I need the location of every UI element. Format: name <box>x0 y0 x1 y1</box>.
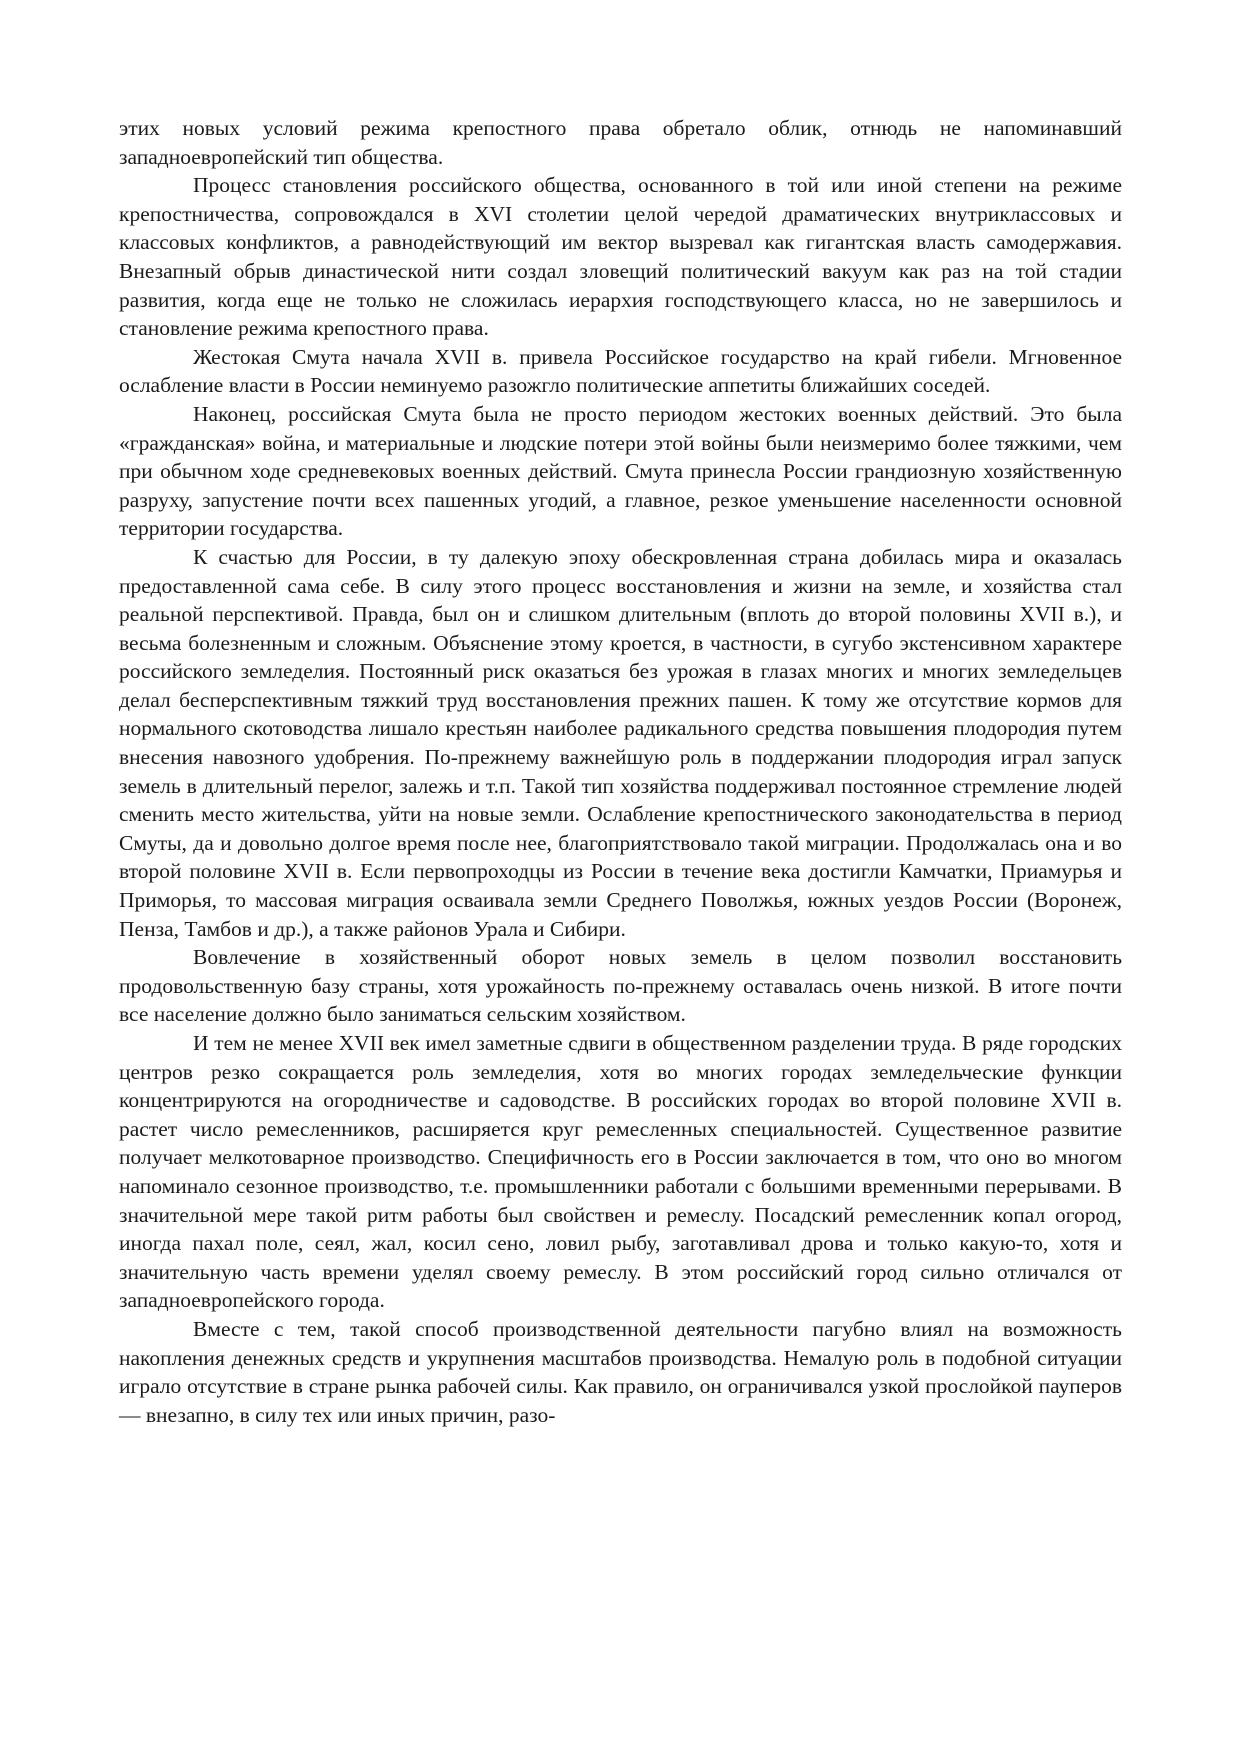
paragraph-labor-market: Вместе с тем, такой способ производственной деятельности пагубно влиял на возможность накопления денежных средств и укрупнения масштабов производства. Немалую роль в подобной ситуации играло отсутствие в стране рынка рабочей силы. Как правило, он ограничивался узкой прослойкой пауперов — внезапно, в силу тех или иных причин, разо- <box>119 1316 1122 1427</box>
text-body <box>119 114 1122 1429</box>
paragraph-serfdom-formation: Процесс становления российского общества, основанного в той или иной степени на режиме крепостничества, сопровождался в XVI столетии целой чередой драматических внутриклассовых и классовых конфликтов, а равнодействующий им вектор вызревал как гигантская власть самодержавия. Внезапный обрыв династической нити создал зловещий политический вакуум как раз на той стадии развития, когда еще не только не сложилась иерархия господствующего класса, но не завершилось и становление режима крепостного права. <box>119 173 1122 341</box>
paragraph-continuation: этих новых условий режима крепостного права обретало облик, отнюдь не напоминавший западноевропейский тип общества. <box>119 116 1122 169</box>
paragraph-division-of-labor: И тем не менее XVII век имел заметные сдвиги в общественном разделении труда. В ряде городских центров резко сокращается роль земледелия, хотя во многих городах земледельческие функции концентрируются на огородничестве и садоводстве. В российских городах во второй половине XVII в. растет число ремесленников, расширяется круг ремесленных специальностей. Существенное развитие получает мелкотоварное производство. Специфичность его в России заключается в том, что оно во многом напоминало сезонное производство, т.е. промышленники работали с большими временными перерывами. В значительной мере такой ритм работы был свойствен и ремеслу. Посадский ремесленник копал огород, иногда пахал поле, сеял, жал, косил сено, ловил рыбу, заготавливал дрова и только какую-то, хотя и значительную часть времени уделял своему ремеслу. В этом российский город сильно отличался от западноевропейского города. <box>119 1031 1122 1313</box>
paragraph-new-lands: Вовлечение в хозяйственный оборот новых земель в целом позволил восстановить продовольственную базу страны, хотя урожайность по-прежнему оставалась очень низкой. В итоге почти все население должно было заниматься сельским хозяйством. <box>119 945 1122 1027</box>
paragraph-time-of-troubles: Жестокая Смута начала XVII в. привела Российское государство на край гибели. Мгновенное ослабление власти в России неминуемо разожгло политические аппетиты ближайших соседей. <box>119 344 1122 398</box>
paragraph-civil-war: Наконец, российская Смута была не просто периодом жестоких военных действий. Это была «гражданская» война, и материальные и людские потери этой войны были неизмеримо более тяжкими, чем при обычном ходе средневековых военных действий. Смута принесла России грандиозную хозяйственную разруху, запустение почти всех пашенных угодий, а главное, резкое уменьшение населенности основной территории государства. <box>119 401 1122 541</box>
paragraph-recovery: К счастью для России, в ту далекую эпоху обескровленная страна добилась мира и оказалась предоставленной сама себе. В силу этого процесс восстановления и жизни на земле, и хозяйства стал реальной перспективой. Правда, был он и слишком длительным (вплоть до второй половины XVII в.), и весьма болезненным и сложным. Объяснение этому кроется, в частности, в сугубо экстенсивном характере российского земледелия. Постоянный риск оказаться без урожая в глазах многих и многих земледельцев делал бесперспективным тяжкий труд восстановления прежних пашен. К тому же отсутствие кормов для нормального скотоводства лишало крестьян наиболее радикального средства повышения плодородия путем внесения навозного удобрения. По-прежнему важнейшую роль в поддержании плодородия играл запуск земель в длительный перелог, залежь и т.п. Такой тип хозяйства поддерживал постоянное стремление людей сменить место жительства, уйти на новые земли. Ослабление крепостнического законодательства в период Смуты, да и довольно долгое время после нее, благоприятствовало такой миграции. Продолжалась она и во второй половине XVII в. Если первопроходцы из России в течение века достигли Камчатки, Приамурья и Приморья, то массовая миграция осваивала земли Среднего Поволжья, южных уездов России (Воронеж, Пенза, Тамбов и др.), а также районов Урала и Сибири. <box>119 544 1122 941</box>
